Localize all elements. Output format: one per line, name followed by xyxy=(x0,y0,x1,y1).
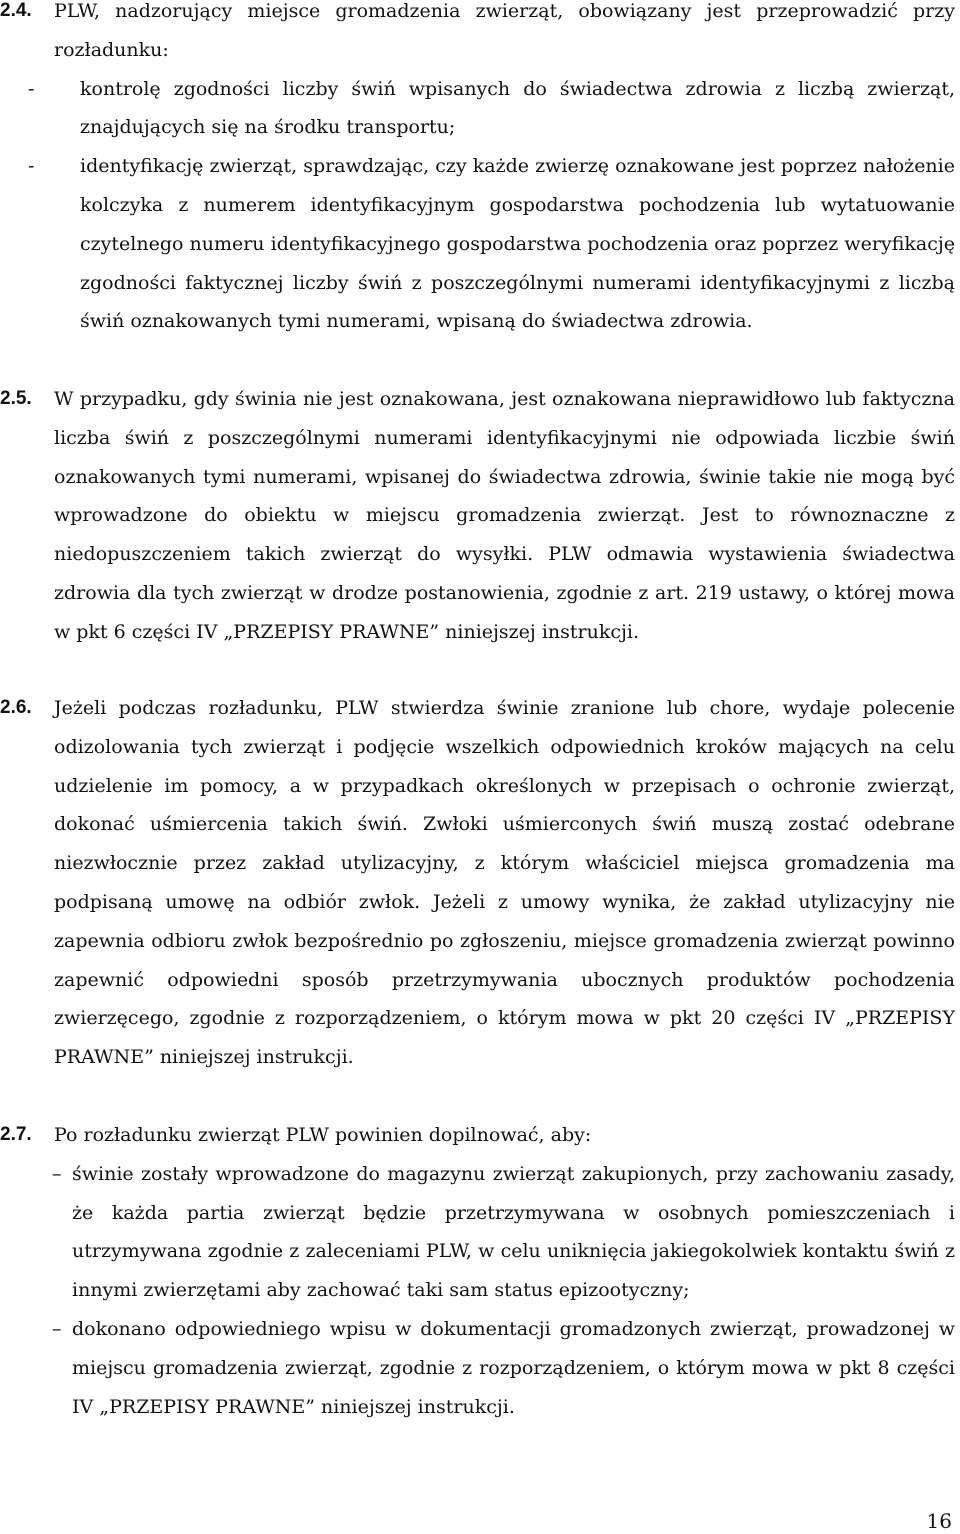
section-text: Po rozładunku zwierząt PLW powinien dopilnować, aby: xyxy=(54,1124,592,1146)
list-item-text: identyfikację zwierząt, sprawdzając, czy każde zwierzę oznakowane jest poprzez nałożenie kolczyka z numerem identyfikacyjnym gospodarstwa pochodzenia lub wytatuowanie czytelnego numeru identyfikacyjnego gospodarstwa pochodzenia oraz poprzez weryfikację zgodności faktycznej liczby świń z poszczególnymi numerami identyfikacyjnymi z liczbą świń oznakowanych tymi numerami, wpisaną do świadectwa zdrowia. xyxy=(80,155,955,333)
section-2-5 xyxy=(0,380,955,652)
section-number: 2.6. xyxy=(0,697,32,718)
section-text: Jeżeli podczas rozładunku, PLW stwierdza świnie zranione lub chore, wydaje polecenie odizolowania tych zwierząt i podjęcie wszelkich odpowiednich kroków mających na celu udzielenie im pomocy, a w przypadkach określonych w przepisach o ochronie zwierząt, dokonać uśmiercenia takich świń. Zwłoki uśmierconych świń muszą zostać odebrane niezwłocznie przez zakład utylizacyjny, z którym właściciel miejsca gromadzenia ma podpisaną umowę na odbiór zwłok. Jeżeli z umowy wynika, że zakład utylizacyjny nie zapewnia odbioru zwłok bezpośrednio po zgłoszeniu, miejsce gromadzenia zwierząt powinno zapewnić odpowiedni sposób przetrzymywania ubocznych produktów pochodzenia zwierzęcego, zgodnie z rozporządzeniem, o którym mowa w pkt 20 części IV „PRZEPISY PRAWNE” niniejszej instrukcji. xyxy=(54,697,955,1069)
list-item-text: świnie zostały wprowadzone do magazynu zwierząt zakupionych, przy zachowaniu zasady, że każda partia zwierząt będzie przetrzymywana w osobnych pomieszczeniach i utrzymywana zgodnie z zaleceniami PLW, w celu uniknięcia jakiegokolwiek kontaktu świń z innymi zwierzętami aby zachować taki sam status epizootyczny; xyxy=(72,1162,955,1302)
requirements-list xyxy=(0,1155,955,1427)
section-2-4 xyxy=(0,0,955,341)
section-text: PLW, nadzorujący miejsce gromadzenia zwierząt, obowiązany jest przeprowadzić przy rozładunku: xyxy=(54,0,955,61)
list-dash: – xyxy=(52,1162,62,1185)
list-item xyxy=(0,147,955,341)
list-dash: – xyxy=(52,1317,62,1340)
list-item xyxy=(0,70,955,148)
section-number: 2.7. xyxy=(0,1124,32,1145)
section-number: 2.5. xyxy=(0,388,32,409)
section-text: W przypadku, gdy świnia nie jest oznakowana, jest oznakowana nieprawidłowo lub faktyczna liczba świń z poszczególnymi numerami identyfikacyjnymi nie odpowiada liczbie świń oznakowanych tymi numerami, wpisanej do świadectwa zdrowia, świnie takie nie mogą być wprowadzone do obiektu w miejscu gromadzenia zwierząt. Jest to równoznaczne z niedopuszczeniem takich zwierząt do wysyłki. PLW odmawia wystawienia świadectwa zdrowia dla tych zwierząt w drodze postanowienia, zgodnie z art. 219 ustawy, o której mowa w pkt 6 części IV „PRZEPISY PRAWNE” niniejszej instrukcji. xyxy=(54,388,955,643)
section-number: 2.4. xyxy=(0,0,32,21)
list-dash: - xyxy=(28,155,35,178)
section-2-7 xyxy=(0,1116,955,1426)
list-item-text: kontrolę zgodności liczby świń wpisanych do świadectwa zdrowia z liczbą zwierząt, znajdujących się na środku transportu; xyxy=(80,77,955,139)
list-item-text: dokonano odpowiedniego wpisu w dokumentacji gromadzonych zwierząt, prowadzonej w miejscu gromadzenia zwierząt, zgodnie z rozporządzeniem, o którym mowa w pkt 8 części IV „PRZEPISY PRAWNE” niniejszej instrukcji. xyxy=(72,1317,955,1418)
list-dash: - xyxy=(28,77,35,100)
section-2-6 xyxy=(0,689,955,1077)
requirements-list xyxy=(0,70,955,342)
list-item xyxy=(0,1155,955,1310)
list-item xyxy=(0,1310,955,1426)
page-number: 16 xyxy=(926,1509,952,1533)
